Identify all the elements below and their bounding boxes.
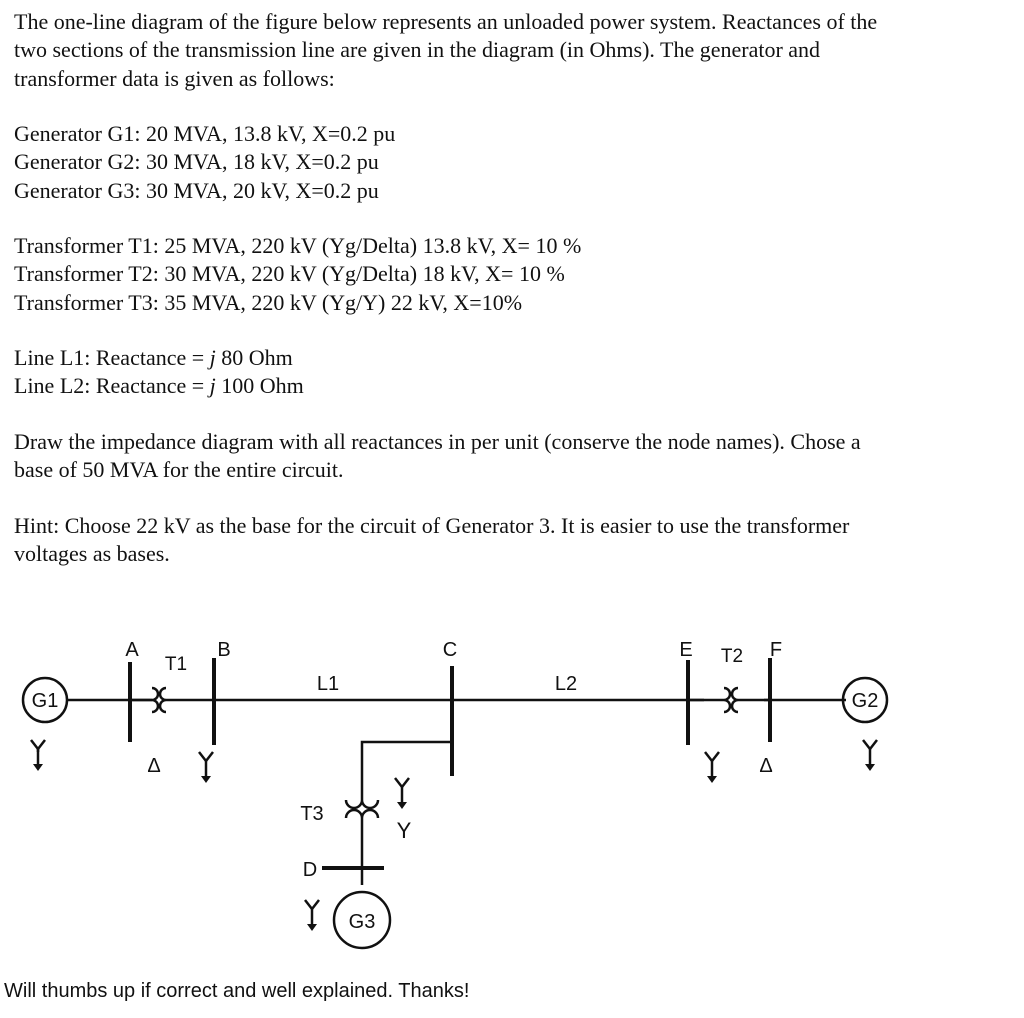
t1-ground-arrow (201, 776, 211, 783)
intro-paragraph (14, 8, 1004, 93)
transformer-t1-spec: Transformer T1: 25 MVA, 220 kV (Yg/Delta) 13.8 kV, X= 10 % (14, 233, 582, 258)
g1-ground-wye (31, 740, 45, 764)
t3-branch-wire (362, 742, 452, 800)
g3-ground-arrow (307, 924, 317, 931)
transformer-t2-spec: Transformer T2: 30 MVA, 220 kV (Yg/Delta) 18 kV, X= 10 % (14, 261, 565, 287)
t2-ground-wye (705, 752, 719, 776)
hint-line: voltages as bases. (14, 541, 170, 567)
label-t2: T2 (720, 646, 744, 667)
generator-data (14, 120, 1004, 205)
t1-ground-wye (199, 752, 213, 776)
task-line: base of 50 MVA for the entire circuit. (14, 457, 344, 483)
intro-line: two sections of the transmission line are given in the diagram (in Ohms). The generator and (14, 37, 821, 63)
line-l2-j: j (209, 373, 216, 399)
task-paragraph (14, 428, 1004, 485)
one-line-diagram (0, 600, 1024, 970)
generator-g3-spec: Generator G3: 30 MVA, 20 kV, X=0.2 pu (14, 177, 379, 203)
t3-lower-coil (346, 810, 378, 818)
transformer-data (14, 232, 1004, 317)
t3-upper-coil (346, 800, 378, 808)
line-l1-value: 80 Ohm (215, 345, 293, 370)
t3-wye-symbol: Y (396, 818, 412, 843)
line-l2-spec (14, 372, 1004, 400)
label-node-f: F (769, 639, 783, 661)
task-line: Draw the impedance diagram with all reactances in per unit (conserve the node names). Chose a (14, 429, 861, 454)
t1-primary-coil (152, 688, 158, 712)
label-l1: L1 (316, 673, 340, 695)
label-t3: T3 (300, 803, 324, 825)
hint-paragraph (14, 512, 1004, 569)
generator-g2-spec: Generator G2: 30 MVA, 18 kV, X=0.2 pu (14, 149, 379, 175)
t2-delta-symbol: Δ (759, 755, 773, 777)
label-g1: G1 (31, 690, 59, 712)
t1-delta-symbol: Δ (147, 755, 161, 777)
label-node-b: B (217, 639, 231, 661)
g1-ground-arrow (33, 764, 43, 771)
generator-g1-spec: Generator G1: 20 MVA, 13.8 kV, X=0.2 pu (14, 121, 396, 146)
t2-ground-arrow (707, 776, 717, 783)
g2-ground-arrow (865, 764, 875, 771)
line-data (14, 344, 1004, 401)
hint-line: Hint: Choose 22 kV as the base for the circuit of Generator 3. It is easier to use the transformer (14, 513, 850, 538)
line-l1-j: j (209, 345, 216, 370)
intro-line: The one-line diagram of the figure below represents an unloaded power system. Reactances of the (14, 9, 878, 34)
t1-secondary-coil (160, 688, 166, 712)
line-l2-prefix: Line L2: Reactance = (14, 373, 210, 399)
label-node-a: A (125, 639, 139, 661)
footer-note: Will thumbs up if correct and well explained. Thanks! (4, 980, 470, 1002)
g3-ground-wye (305, 900, 319, 924)
transformer-t3-spec: Transformer T3: 35 MVA, 220 kV (Yg/Y) 22 kV, X=10% (14, 289, 523, 315)
t3-ground-arrow (397, 802, 407, 809)
label-t1: T1 (164, 654, 188, 675)
t2-secondary-coil (732, 688, 738, 712)
intro-line: transformer data is given as follows: (14, 65, 335, 91)
t3-ground-wye (395, 778, 409, 802)
label-l2: L2 (554, 673, 578, 695)
label-node-c: C (442, 639, 458, 661)
label-node-d: D (302, 859, 318, 881)
label-g3: G3 (348, 911, 376, 933)
line-l2-value: 100 Ohm (215, 373, 304, 399)
label-g2: G2 (851, 690, 879, 712)
label-node-e: E (679, 639, 693, 661)
g2-ground-wye (863, 740, 877, 764)
line-l1-spec (14, 344, 1004, 372)
t2-primary-coil (724, 688, 730, 712)
line-l1-prefix: Line L1: Reactance = (14, 345, 210, 370)
